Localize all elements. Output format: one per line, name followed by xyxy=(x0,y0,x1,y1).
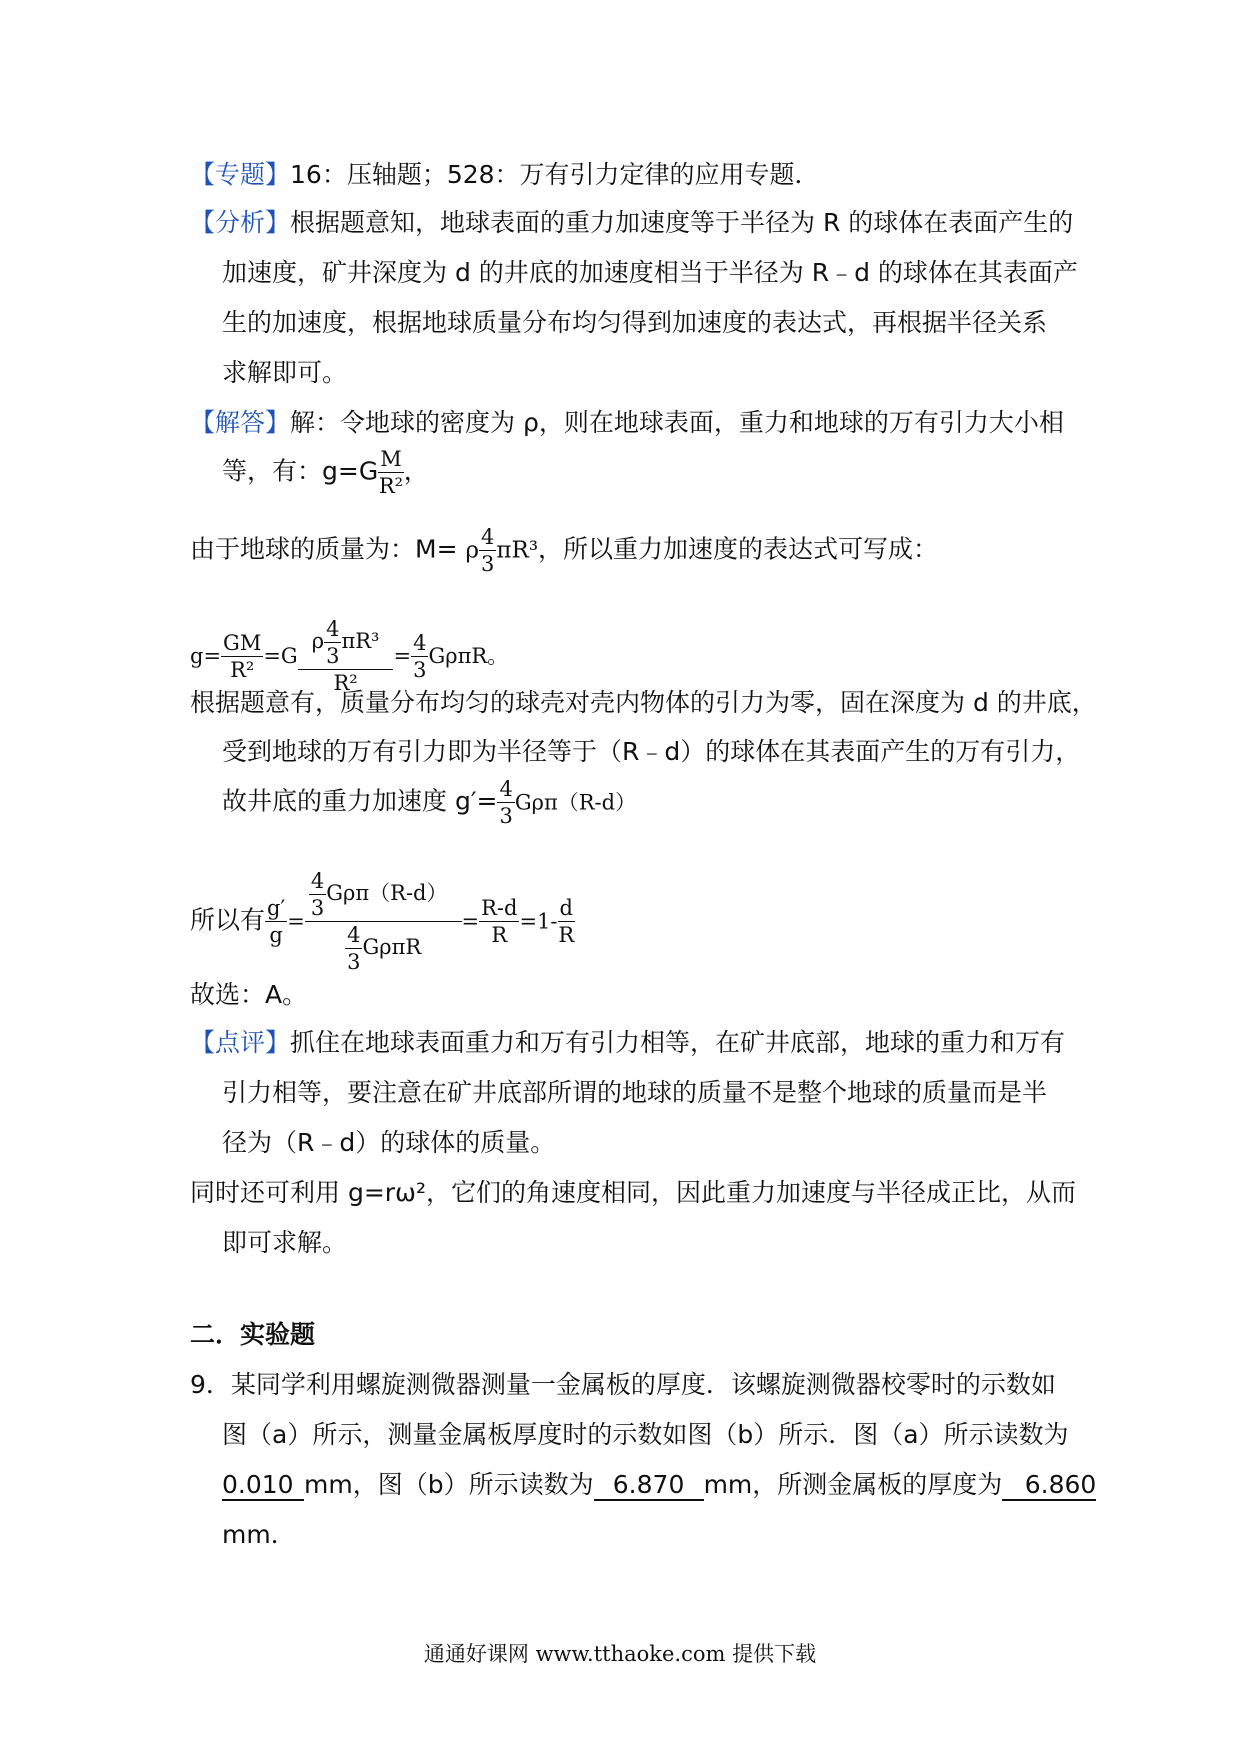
ratio-equals-2: = xyxy=(461,909,480,934)
question-9-line-1: 9．某同学利用螺旋测微器测量一金属板的厚度．该螺旋测微器校零时的示数如 xyxy=(190,1370,1056,1399)
ratio-den-tail: GρπR xyxy=(362,935,422,960)
eq-tail: GρπR。 xyxy=(428,644,509,669)
solution-line-1 xyxy=(190,406,1064,440)
eq-g: g= xyxy=(190,644,222,669)
solution-line-2 xyxy=(222,448,429,497)
frac-num: 4 xyxy=(345,924,362,949)
fraction-4-over-3 xyxy=(411,632,428,681)
analysis-line-2: 加速度，矿井深度为 d 的井底的加速度相当于半径为 R﹣d 的球体在其表面产 xyxy=(222,258,1078,287)
comment-line-2: 引力相等，要注意在矿井底部所谓的地球的质量不是整个地球的质量而是半 xyxy=(222,1078,1048,1107)
frac-den xyxy=(305,922,462,973)
frac-num: d xyxy=(558,897,575,922)
fraction-4-over-3 xyxy=(497,778,514,827)
answer-blank-2: 6.870 xyxy=(594,1471,704,1501)
big-num-pir3: πR³ xyxy=(341,629,380,654)
frac-num: 4 xyxy=(479,526,496,551)
fraction-rd-over-r xyxy=(479,897,519,946)
frac-num: 4 xyxy=(497,778,514,803)
q9-mid-2: mm，所测金属板的厚度为 xyxy=(703,1470,1003,1499)
frac-den: 3 xyxy=(481,552,495,577)
frac-den: R xyxy=(558,923,575,948)
frac-num: 4 xyxy=(309,870,326,895)
shell-tail: Gρπ（R-d） xyxy=(514,790,637,815)
comment-text-1: 抓住在地球表面重力和万有引力相等，在矿井底部，地球的重力和万有 xyxy=(290,1028,1066,1057)
frac-den: 3 xyxy=(310,896,325,921)
solution-text-1: 解：令地球的密度为 ρ，则在地球表面，重力和地球的万有引力大小相 xyxy=(290,408,1064,437)
also-line-2: 即可求解。 xyxy=(222,1228,348,1257)
analysis-text-1: 根据题意知，地球表面的重力加速度等于半径为 R 的球体在表面产生的 xyxy=(290,208,1074,237)
shell-line-1: 根据题意有，质量分布均匀的球壳对壳内物体的引力为零，固在深度为 d 的井底， xyxy=(190,688,1097,717)
shell-prefix: 故井底的重力加速度 g′= xyxy=(222,786,498,816)
ratio-num-tail: Gρπ（R-d） xyxy=(326,881,448,906)
fraction-d-over-r xyxy=(558,897,575,946)
comment-tag: 【点评】 xyxy=(190,1028,291,1057)
frac-den: R² xyxy=(333,671,358,696)
shell-line-3 xyxy=(222,778,636,827)
frac-den: R² xyxy=(378,474,404,499)
topic-tag: 【专题】 xyxy=(190,160,291,189)
answer-blank-1: 0.010 xyxy=(222,1471,304,1501)
question-9-line-3 xyxy=(222,1468,1096,1502)
also-line-1: 同时还可利用 g=rω²，它们的角速度相同，因此重力加速度与半径成正比，从而 xyxy=(190,1178,1077,1207)
eq-equals: = xyxy=(393,644,412,669)
frac-num: M xyxy=(378,448,404,473)
frac-num: R-d xyxy=(479,897,519,922)
gravity-eq-prefix: 等，有：g=G xyxy=(222,456,379,486)
frac-num xyxy=(305,870,462,922)
gravity-expression xyxy=(190,618,508,694)
section-heading: 二．实验题 xyxy=(190,1320,316,1349)
ratio-line xyxy=(190,870,575,973)
fraction-ratio-big xyxy=(305,870,462,973)
mass-pi-r3: πR³ xyxy=(496,537,539,564)
fraction-m-over-r2 xyxy=(378,448,404,497)
comment-line-3: 径为（R﹣d）的球体的质量。 xyxy=(222,1128,556,1157)
mass-prefix: 由于地球的质量为：M= xyxy=(190,534,458,564)
eq-eq-g: =G xyxy=(263,644,298,669)
frac-num: 4 xyxy=(324,618,341,643)
analysis-line-4: 求解即可。 xyxy=(222,358,348,387)
question-9-line-2: 图（a）所示，测量金属板厚度时的示数如图（b）所示．图（a）所示读数为 xyxy=(222,1420,1069,1449)
mass-rho: ρ xyxy=(465,537,480,564)
answer-blank-3: 6.860 xyxy=(1002,1471,1096,1501)
ratio-equals-3: =1- xyxy=(519,909,558,934)
choice-line: 故选：A。 xyxy=(190,980,308,1009)
analysis-line-1 xyxy=(190,206,1073,240)
frac-den: 3 xyxy=(347,950,361,975)
fraction-4-over-3 xyxy=(345,924,362,973)
solution-tag: 【解答】 xyxy=(190,408,291,437)
comment-line-1 xyxy=(190,1026,1065,1060)
big-num-rho: ρ xyxy=(311,629,325,654)
topic-text: 16：压轴题；528：万有引力定律的应用专题． xyxy=(290,160,820,189)
frac-den: R² xyxy=(230,657,255,682)
analysis-tag: 【分析】 xyxy=(190,208,291,237)
page-footer: 通通好课网 www.tthaoke.com 提供下载 xyxy=(423,1642,817,1666)
fraction-big xyxy=(298,618,394,694)
frac-den: R xyxy=(491,923,508,948)
fraction-4-over-3 xyxy=(309,870,326,919)
gravity-eq-suffix: ， xyxy=(403,456,429,486)
fraction-gm-over-r2 xyxy=(221,632,263,681)
shell-line-2: 受到地球的万有引力即为半径等于（R﹣d）的球体在其表面产生的万有引力， xyxy=(222,737,1081,766)
question-9-line-4: mm． xyxy=(222,1520,296,1549)
mass-suffix: ，所以重力加速度的表达式可写成： xyxy=(538,534,939,564)
fraction-g1-over-g xyxy=(265,897,287,946)
frac-num: 4 xyxy=(411,632,428,657)
mass-line xyxy=(190,526,938,575)
frac-den: 3 xyxy=(413,657,427,682)
ratio-equals: = xyxy=(287,909,305,934)
fraction-4-over-3 xyxy=(324,618,341,667)
frac-den: 3 xyxy=(326,644,340,669)
topic-line xyxy=(190,158,820,192)
fraction-4-over-3 xyxy=(479,526,496,575)
frac-num xyxy=(298,618,394,670)
analysis-line-3: 生的加速度，根据地球质量分布均匀得到加速度的表达式，再根据半径关系 xyxy=(222,308,1048,337)
frac-den: g xyxy=(269,923,283,948)
frac-num: g′ xyxy=(265,897,287,922)
frac-den: 3 xyxy=(499,804,513,829)
q9-mid-1: mm，图（b）所示读数为 xyxy=(304,1470,594,1499)
frac-num: GM xyxy=(221,632,263,657)
ratio-prefix: 所以有 xyxy=(190,905,266,935)
